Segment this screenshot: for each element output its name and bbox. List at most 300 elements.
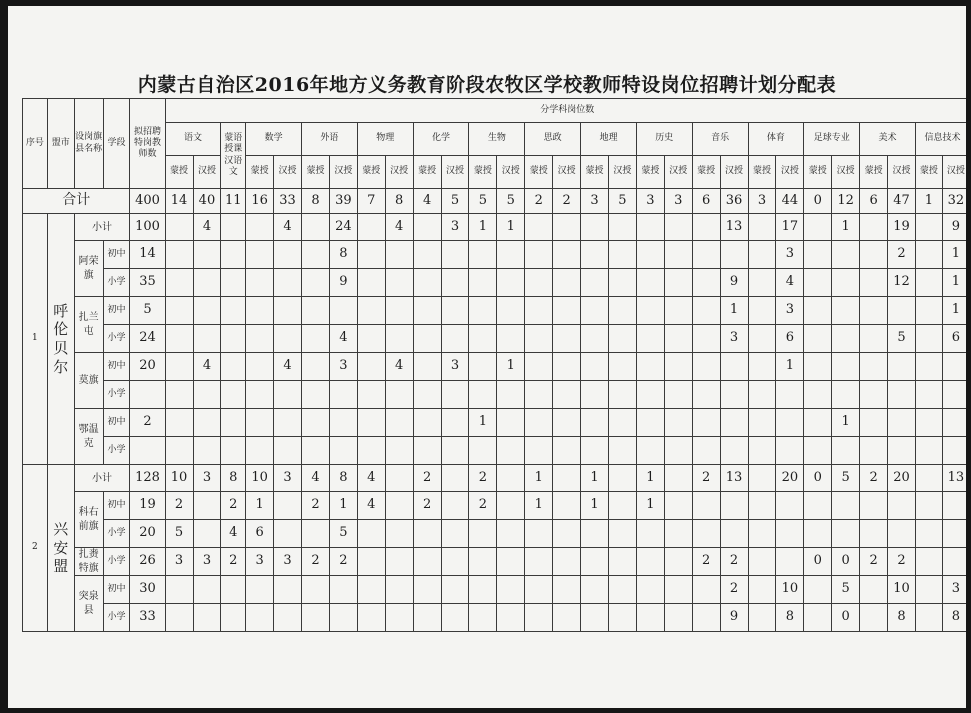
value-cell: 2	[302, 548, 330, 576]
value-cell: 4	[193, 353, 221, 381]
value-cell	[664, 241, 692, 269]
value-cell	[888, 353, 916, 381]
value-cell	[553, 548, 581, 576]
value-cell	[664, 604, 692, 632]
value-cell	[748, 353, 776, 381]
value-cell: 2	[221, 492, 246, 520]
subtotal-value	[581, 214, 609, 241]
value-cell	[221, 241, 246, 269]
scanned-page	[8, 6, 966, 708]
header-han: 汉授	[888, 156, 916, 189]
value-cell	[193, 492, 221, 520]
value-cell	[860, 325, 888, 353]
data-row	[23, 437, 967, 465]
value-cell	[581, 576, 609, 604]
subtotal-value: 20	[776, 465, 804, 492]
value-cell	[274, 241, 302, 269]
value-cell	[748, 520, 776, 548]
total-value: 4	[413, 189, 441, 214]
value-cell	[888, 437, 916, 465]
subtotal-value	[165, 214, 193, 241]
value-cell	[942, 381, 966, 409]
header-han: 汉授	[385, 156, 413, 189]
value-cell	[385, 269, 413, 297]
value-cell	[581, 437, 609, 465]
header-han: 汉授	[497, 156, 525, 189]
value-cell	[274, 576, 302, 604]
value-cell	[804, 520, 832, 548]
value-cell: 3	[246, 548, 274, 576]
level-cell: 小学	[103, 548, 130, 576]
value-cell: 3	[942, 576, 966, 604]
value-cell	[385, 241, 413, 269]
subtotal-value	[413, 214, 441, 241]
value-cell	[581, 269, 609, 297]
value-cell	[525, 325, 553, 353]
value-cell	[441, 325, 469, 353]
value-cell	[357, 353, 385, 381]
value-cell: 2	[329, 548, 357, 576]
subtotal-value	[553, 465, 581, 492]
subtotal-value: 1	[832, 214, 860, 241]
header-han: 汉授	[329, 156, 357, 189]
planned-cell: 35	[130, 269, 165, 297]
planned-cell: 19	[130, 492, 165, 520]
value-cell	[193, 325, 221, 353]
value-cell	[221, 353, 246, 381]
total-value: 2	[525, 189, 553, 214]
value-cell	[692, 297, 720, 325]
value-cell	[497, 269, 525, 297]
header-meng: 蒙授	[748, 156, 776, 189]
value-cell	[804, 381, 832, 409]
value-cell	[915, 353, 942, 381]
value-cell	[553, 269, 581, 297]
value-cell	[413, 297, 441, 325]
subtotal-value	[748, 214, 776, 241]
subtotal-label: 小计	[74, 465, 130, 492]
value-cell	[636, 297, 664, 325]
value-cell	[385, 520, 413, 548]
value-cell	[302, 353, 330, 381]
planned-cell: 26	[130, 548, 165, 576]
header-subject: 历史	[636, 123, 692, 156]
value-cell	[664, 409, 692, 437]
header-row	[23, 99, 967, 123]
value-cell	[720, 353, 748, 381]
header-subject: 蒙语授课汉语文	[221, 123, 246, 189]
value-cell	[915, 604, 942, 632]
header-meng: 蒙授	[860, 156, 888, 189]
value-cell	[664, 492, 692, 520]
value-cell	[469, 325, 497, 353]
value-cell	[553, 297, 581, 325]
value-cell	[302, 269, 330, 297]
value-cell	[357, 604, 385, 632]
value-cell: 0	[832, 548, 860, 576]
total-value: 16	[246, 189, 274, 214]
value-cell	[221, 381, 246, 409]
value-cell	[497, 325, 525, 353]
value-cell	[385, 325, 413, 353]
subtotal-value: 13	[942, 465, 966, 492]
subtotal-value: 3	[193, 465, 221, 492]
total-value: 39	[329, 189, 357, 214]
value-cell	[720, 381, 748, 409]
value-cell: 4	[329, 325, 357, 353]
value-cell	[860, 269, 888, 297]
value-cell	[915, 576, 942, 604]
header-han: 汉授	[274, 156, 302, 189]
header-subject: 足球专业	[804, 123, 860, 156]
value-cell	[636, 576, 664, 604]
subtotal-value: 2	[413, 465, 441, 492]
value-cell	[165, 409, 193, 437]
value-cell	[748, 241, 776, 269]
value-cell	[469, 437, 497, 465]
subtotal-value: 2	[692, 465, 720, 492]
data-row	[23, 297, 967, 325]
subtotal-value	[221, 214, 246, 241]
header-han: 汉授	[608, 156, 636, 189]
value-cell	[915, 492, 942, 520]
header-subject: 生物	[469, 123, 525, 156]
value-cell	[636, 325, 664, 353]
value-cell	[720, 520, 748, 548]
value-cell	[469, 381, 497, 409]
value-cell: 1	[942, 269, 966, 297]
value-cell	[193, 269, 221, 297]
total-value: 5	[608, 189, 636, 214]
planned-cell: 14	[130, 241, 165, 269]
data-row	[23, 548, 967, 576]
value-cell	[664, 576, 692, 604]
value-cell	[193, 604, 221, 632]
value-cell	[832, 437, 860, 465]
value-cell	[246, 297, 274, 325]
value-cell	[776, 548, 804, 576]
value-cell	[608, 492, 636, 520]
value-cell	[274, 269, 302, 297]
value-cell	[664, 325, 692, 353]
value-cell	[469, 297, 497, 325]
value-cell: 1	[329, 492, 357, 520]
value-cell	[915, 520, 942, 548]
header-subject: 地理	[581, 123, 637, 156]
value-cell	[692, 269, 720, 297]
value-cell	[860, 353, 888, 381]
value-cell	[246, 325, 274, 353]
data-row	[23, 325, 967, 353]
header-han: 汉授	[193, 156, 221, 189]
region-seq: 1	[23, 214, 48, 465]
value-cell	[302, 241, 330, 269]
value-cell	[302, 520, 330, 548]
header-level: 学段	[103, 99, 130, 189]
subtotal-value: 4	[193, 214, 221, 241]
value-cell	[302, 576, 330, 604]
value-cell	[274, 325, 302, 353]
subtotal-planned: 100	[130, 214, 165, 241]
value-cell	[553, 409, 581, 437]
header-han: 汉授	[720, 156, 748, 189]
value-cell	[413, 241, 441, 269]
subtotal-value	[357, 214, 385, 241]
planned-cell	[130, 437, 165, 465]
subtotal-value	[664, 465, 692, 492]
value-cell	[165, 437, 193, 465]
value-cell	[888, 297, 916, 325]
value-cell	[860, 520, 888, 548]
subtotal-value: 19	[888, 214, 916, 241]
value-cell	[692, 325, 720, 353]
value-cell	[413, 604, 441, 632]
value-cell	[497, 604, 525, 632]
data-row	[23, 520, 967, 548]
total-value: 40	[193, 189, 221, 214]
total-value: 6	[860, 189, 888, 214]
county-name: 鄂温 克	[74, 409, 103, 465]
value-cell	[469, 520, 497, 548]
value-cell	[329, 409, 357, 437]
total-value: 47	[888, 189, 916, 214]
value-cell	[860, 409, 888, 437]
value-cell	[804, 409, 832, 437]
planned-cell: 5	[130, 297, 165, 325]
value-cell: 0	[832, 604, 860, 632]
total-value: 3	[636, 189, 664, 214]
value-cell: 1	[469, 409, 497, 437]
value-cell	[302, 437, 330, 465]
value-cell	[804, 297, 832, 325]
value-cell: 2	[302, 492, 330, 520]
value-cell	[246, 381, 274, 409]
value-cell	[608, 325, 636, 353]
header-subject: 数学	[246, 123, 302, 156]
value-cell: 2	[469, 492, 497, 520]
level-cell: 小学	[103, 604, 130, 632]
allocation-table	[22, 98, 966, 632]
value-cell	[636, 548, 664, 576]
value-cell	[357, 548, 385, 576]
header-meng: 蒙授	[413, 156, 441, 189]
value-cell: 1	[776, 353, 804, 381]
county-name: 科右 前旗	[74, 492, 103, 548]
level-cell: 小学	[103, 520, 130, 548]
value-cell	[469, 241, 497, 269]
subtotal-value	[302, 214, 330, 241]
value-cell	[385, 492, 413, 520]
value-cell	[692, 520, 720, 548]
value-cell	[804, 492, 832, 520]
value-cell	[413, 269, 441, 297]
value-cell	[553, 325, 581, 353]
total-value: 1	[915, 189, 942, 214]
value-cell	[274, 492, 302, 520]
value-cell	[553, 492, 581, 520]
value-cell	[748, 409, 776, 437]
total-value: 14	[165, 189, 193, 214]
value-cell: 4	[385, 353, 413, 381]
value-cell	[915, 241, 942, 269]
value-cell: 10	[888, 576, 916, 604]
value-cell	[860, 241, 888, 269]
value-cell	[608, 241, 636, 269]
value-cell	[302, 409, 330, 437]
subtotal-value	[497, 465, 525, 492]
value-cell: 12	[888, 269, 916, 297]
total-value: 0	[804, 189, 832, 214]
value-cell	[581, 325, 609, 353]
page-title: 内蒙古自治区2016年地方义务教育阶段农牧区学校教师特设岗位招聘计划分配表	[137, 74, 837, 96]
planned-cell: 20	[130, 520, 165, 548]
subtotal-value	[636, 214, 664, 241]
value-cell: 1	[942, 297, 966, 325]
value-cell	[608, 548, 636, 576]
value-cell	[748, 548, 776, 576]
subtotal-value	[915, 465, 942, 492]
value-cell	[413, 520, 441, 548]
value-cell	[497, 241, 525, 269]
value-cell	[581, 381, 609, 409]
value-cell	[441, 241, 469, 269]
value-cell	[915, 269, 942, 297]
value-cell	[302, 297, 330, 325]
value-cell	[357, 269, 385, 297]
subtotal-value: 1	[469, 214, 497, 241]
header-meng: 蒙授	[357, 156, 385, 189]
planned-cell: 24	[130, 325, 165, 353]
value-cell	[525, 297, 553, 325]
value-cell	[385, 381, 413, 409]
total-label: 合计	[23, 189, 130, 214]
total-value: 8	[302, 189, 330, 214]
value-cell	[664, 269, 692, 297]
value-cell	[193, 520, 221, 548]
header-subject: 物理	[357, 123, 413, 156]
value-cell	[553, 241, 581, 269]
value-cell	[581, 604, 609, 632]
value-cell	[636, 241, 664, 269]
value-cell	[553, 604, 581, 632]
value-cell: 2	[720, 576, 748, 604]
value-cell	[329, 381, 357, 409]
value-cell	[525, 241, 553, 269]
value-cell	[748, 381, 776, 409]
value-cell	[832, 241, 860, 269]
value-cell: 4	[357, 492, 385, 520]
value-cell	[860, 381, 888, 409]
value-cell	[720, 409, 748, 437]
value-cell	[525, 269, 553, 297]
value-cell	[692, 576, 720, 604]
header-meng: 蒙授	[165, 156, 193, 189]
allocation-table-container	[22, 98, 966, 632]
value-cell	[357, 241, 385, 269]
value-cell	[636, 381, 664, 409]
value-cell	[413, 437, 441, 465]
value-cell	[748, 297, 776, 325]
total-planned: 400	[130, 189, 165, 214]
subtotal-planned: 128	[130, 465, 165, 492]
subtotal-value	[553, 214, 581, 241]
value-cell	[915, 548, 942, 576]
value-cell	[329, 576, 357, 604]
value-cell: 2	[221, 548, 246, 576]
subtotal-value: 4	[274, 214, 302, 241]
value-cell: 1	[497, 353, 525, 381]
level-cell: 小学	[103, 437, 130, 465]
value-cell	[193, 241, 221, 269]
value-cell	[413, 381, 441, 409]
value-cell	[608, 604, 636, 632]
value-cell	[608, 381, 636, 409]
value-cell	[942, 520, 966, 548]
subtotal-value: 0	[804, 465, 832, 492]
value-cell	[608, 297, 636, 325]
subtotal-value	[692, 214, 720, 241]
subtotal-row	[23, 214, 967, 241]
value-cell	[385, 604, 413, 632]
level-cell: 初中	[103, 353, 130, 381]
value-cell: 10	[776, 576, 804, 604]
value-cell	[413, 353, 441, 381]
header-meng: 蒙授	[636, 156, 664, 189]
subtotal-value: 13	[720, 465, 748, 492]
planned-cell	[130, 381, 165, 409]
value-cell	[720, 492, 748, 520]
header-han: 汉授	[776, 156, 804, 189]
level-cell: 小学	[103, 269, 130, 297]
value-cell	[636, 353, 664, 381]
header-planned: 拟招聘特岗教师数	[130, 99, 165, 189]
value-cell	[692, 437, 720, 465]
header-meng: 蒙授	[581, 156, 609, 189]
total-value: 3	[664, 189, 692, 214]
subtotal-value: 10	[246, 465, 274, 492]
total-value: 7	[357, 189, 385, 214]
header-subject: 语文	[165, 123, 221, 156]
level-cell: 初中	[103, 576, 130, 604]
value-cell	[860, 437, 888, 465]
value-cell	[385, 576, 413, 604]
value-cell	[636, 269, 664, 297]
subtotal-value	[748, 465, 776, 492]
value-cell	[636, 437, 664, 465]
value-cell	[608, 409, 636, 437]
value-cell	[193, 437, 221, 465]
value-cell	[804, 269, 832, 297]
value-cell	[274, 604, 302, 632]
level-cell: 初中	[103, 241, 130, 269]
value-cell	[525, 604, 553, 632]
level-cell: 初中	[103, 409, 130, 437]
subtotal-value: 1	[497, 214, 525, 241]
value-cell	[888, 520, 916, 548]
value-cell	[441, 492, 469, 520]
value-cell: 3	[165, 548, 193, 576]
subtotal-value: 5	[832, 465, 860, 492]
value-cell	[469, 576, 497, 604]
subtotal-value	[915, 214, 942, 241]
value-cell	[748, 325, 776, 353]
value-cell: 2	[860, 548, 888, 576]
value-cell	[165, 604, 193, 632]
value-cell	[692, 492, 720, 520]
value-cell	[748, 437, 776, 465]
subtotal-value: 1	[581, 465, 609, 492]
value-cell	[860, 604, 888, 632]
